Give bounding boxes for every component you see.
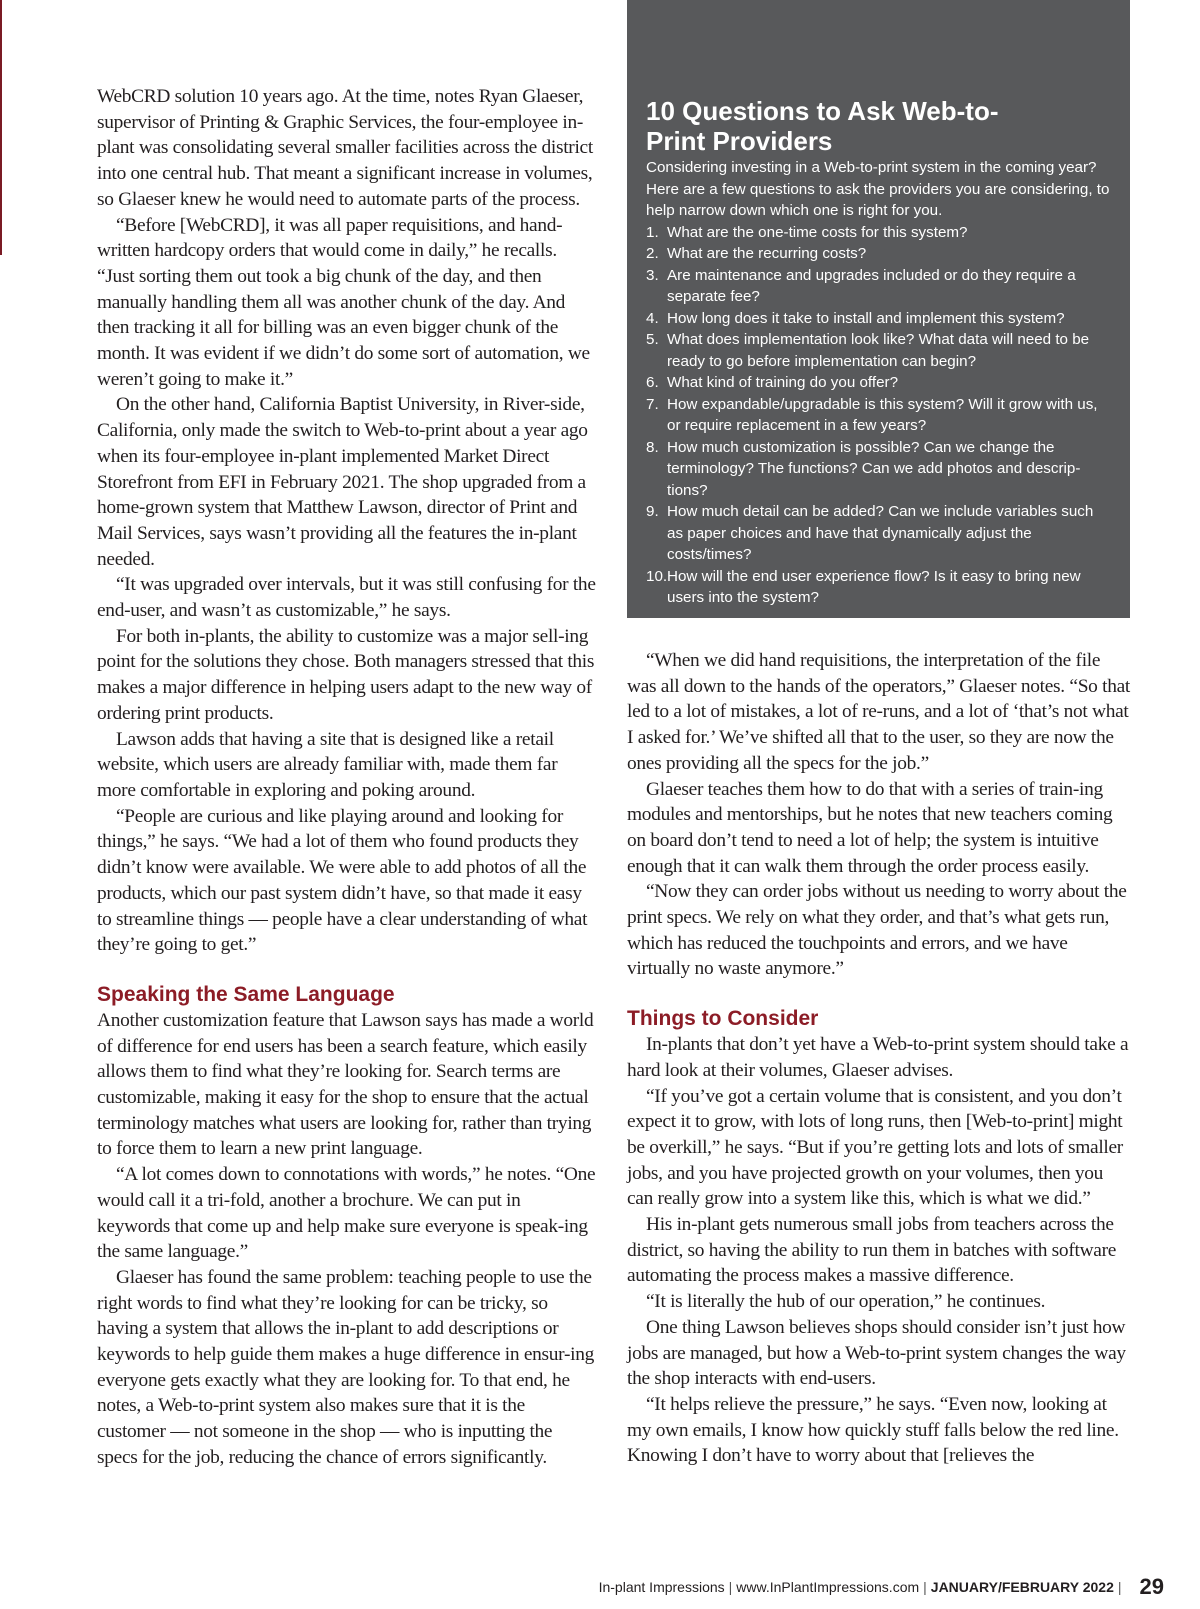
right-column [627, 648, 1130, 1469]
questions-list [646, 222, 1110, 609]
question-item [646, 372, 1110, 394]
question-text: How much customization is possible? Can we change the terminology? The functions? Can we add photos and descrip-tions? [667, 438, 1081, 499]
page-number: 29 [1139, 1574, 1164, 1599]
body-paragraph: Lawson adds that having a site that is designed like a retail website, which users are already familiar with, made them far more comfortable in exploring and poking around. [97, 728, 558, 801]
question-text: What are the recurring costs? [667, 245, 867, 262]
body-paragraph: Another customization feature that Lawson says has made a world of difference for end users has been a search feature, which easily allows them to find what they’re looking for. Search terms are customizable, making it easy for the shop to ensure that the actual terminology matches what users are looking for, rather than trying to force them to learn a new print language. [97, 1009, 594, 1160]
question-item [646, 501, 1110, 566]
publication-name: In-plant Impressions [598, 1579, 725, 1595]
question-number: 4. [646, 309, 659, 327]
question-number: 9. [646, 503, 659, 520]
question-item [646, 394, 1110, 437]
body-paragraph: “It is literally the hub of our operation,” he continues. [646, 1291, 1046, 1313]
question-text: How much detail can be added? Can we include variables such as paper choices and have that dynamically adjust the costs/times? [667, 503, 1094, 563]
question-number: 6. [646, 374, 659, 391]
body-paragraph: One thing Lawson believes shops should consider isn’t just how jobs are managed, but how a Web-to-print system changes the way the shop interacts with end-users. [627, 1316, 1126, 1390]
question-number: 2. [646, 245, 659, 262]
body-paragraph: Glaeser teaches them how to do that with a series of train-ing modules and mentorships, but he notes that new teachers coming on board don’t tend to need a lot of help; the system is intuitive enough that it can walk them through the order process easily. [627, 778, 1113, 877]
question-item [646, 243, 1110, 265]
question-item [646, 329, 1110, 372]
question-number: 7. [646, 395, 659, 413]
body-paragraph: “If you’ve got a certain volume that is consistent, and you don’t expect it to grow, with lots of long runs, then [Web-to-print] might be overkill,” he says. “But if you’re getting lots and lots of smaller jobs, and you have projected growth on your volumes, then you can really grow into a system like this, which is what we did.” [627, 1085, 1123, 1210]
question-text: How expandable/upgradable is this system? Will it grow with us, or require replacement in a few years? [667, 395, 1098, 434]
question-number: 3. [646, 266, 659, 284]
footer-separator: | [923, 1579, 927, 1595]
section-heading: Things to Consider [627, 1007, 819, 1031]
sidebar-intro: Considering investing in a Web-to-print system in the coming year? Here are a few questions to ask the providers you are considering, to help narrow down which one is right for you. [646, 159, 1110, 219]
question-text: What are the one-time costs for this system? [667, 223, 968, 241]
question-text: How long does it take to install and implement this system? [667, 309, 1065, 327]
question-item [646, 222, 1110, 244]
body-paragraph: Glaeser has found the same problem: teaching people to use the right words to find what they’re looking for can be tricky, so having a system that allows the in-plant to add descriptions or keywords to help guide them makes a huge difference in ensur-ing everyone gets exactly what they are looking for. To that end, he notes, a Web-to-print system also makes sure that it is the customer — not someone in the shop — who is inputting the specs for the job, reducing the chance of errors significantly. [97, 1266, 594, 1468]
section-heading: Speaking the Same Language [97, 982, 395, 1006]
question-number: 10. [646, 567, 668, 585]
sidebar-title: 10 Questions to Ask Web-to-Print Providers [646, 96, 999, 156]
body-paragraph: “It helps relieve the pressure,” he says. “Even now, looking at my own emails, I know how quickly stuff falls below the red line. Knowing I don’t have to worry about that [relieves the [627, 1393, 1119, 1467]
body-paragraph: In-plants that don’t yet have a Web-to-print system should take a hard look at their volumes, Glaeser advises. [627, 1034, 1129, 1081]
edge-rule [0, 0, 2, 255]
page-footer [599, 1572, 1164, 1602]
question-text: How will the end user experience flow? Is it easy to bring new users into the system? [667, 567, 1081, 606]
body-paragraph: For both in-plants, the ability to customize was a major sell-ing point for the solutions they chose. Both managers stressed that this makes a major difference in helping users adapt to the new way of ordering print products. [97, 625, 595, 724]
body-paragraph: “When we did hand requisitions, the interpretation of the file was all down to the hands of the operators,” Glaeser notes. “So that led to a lot of mistakes, a lot of re-runs, and a lot of ‘that’s not what I asked for.’ We’ve shifted all that to the user, so they are now the ones providing all the specs for the job.” [627, 650, 1131, 774]
website-url: www.InPlantImpressions.com [736, 1579, 920, 1595]
footer-separator: | [1117, 1579, 1122, 1595]
body-paragraph: “People are curious and like playing around and looking for things,” he says. “We had a lot of them who found products they didn’t know were available. We were able to add photos of all the products, which our past system didn’t have, so that made it easy to streamline things — people have a clear understanding of what they’re going to get.” [97, 805, 588, 956]
sidebar-box [627, 0, 1130, 618]
body-paragraph: “It was upgraded over intervals, but it was still confusing for the end-user, and wasn’t as customizable,” he says. [97, 574, 596, 622]
question-item [646, 308, 1110, 330]
body-paragraph: WebCRD solution 10 years ago. At the time, notes Ryan Glaeser, supervisor of Printing & Graphic Services, the four-employee in-plant was consolidating several smaller facilities across the district into one central hub. That meant a significant increase in volumes, so Glaeser knew he would need to automate parts of the process. [97, 86, 593, 210]
question-text: What kind of training do you offer? [667, 374, 899, 391]
body-paragraph: His in-plant gets numerous small jobs from teachers across the district, so having the ability to run them in batches with software automating the process makes a massive difference. [627, 1214, 1117, 1287]
question-item [646, 265, 1110, 308]
body-paragraph: “Now they can order jobs without us needing to worry about the print specs. We rely on what they order, and that’s what gets run, which has reduced the touchpoints and errors, and we have virtually no waste anymore.” [627, 881, 1127, 980]
issue-date: JANUARY/FEBRUARY 2022 [930, 1579, 1114, 1595]
question-text: What does implementation look like? What data will need to be ready to go before implementation can begin? [667, 331, 1090, 370]
footer-separator: | [728, 1579, 733, 1595]
question-item [646, 566, 1110, 609]
body-paragraph: “A lot comes down to connotations with words,” he notes. “One would call it a tri-fold, another a brochure. We can put in keywords that come up and help make sure everyone is speak-ing the same language.” [97, 1164, 596, 1263]
question-text: Are maintenance and upgrades included or do they require a separate fee? [667, 266, 1076, 305]
body-paragraph: “Before [WebCRD], it was all paper requisitions, and hand-written hardcopy orders that would come in daily,” he recalls. “Just sorting them out took a big chunk of the day, and then manually handling them all was another chunk of the day. And then tracking it all for billing was an even bigger chunk of the month. It was evident if we didn’t do some sort of automation, we weren’t going to make it.” [97, 214, 590, 390]
question-number: 8. [646, 438, 659, 456]
question-number: 5. [646, 331, 659, 348]
left-column [97, 84, 597, 1471]
question-number: 1. [646, 223, 659, 241]
question-item [646, 437, 1110, 502]
body-paragraph: On the other hand, California Baptist University, in River-side, California, only made the switch to Web-to-print about a year ago when its four-employee in-plant implemented Market Direct Storefront from EFI in February 2021. The shop upgraded from a home-grown system that Matthew Lawson, director of Print and Mail Services, says wasn’t providing all the features the in-plant needed. [97, 394, 588, 570]
